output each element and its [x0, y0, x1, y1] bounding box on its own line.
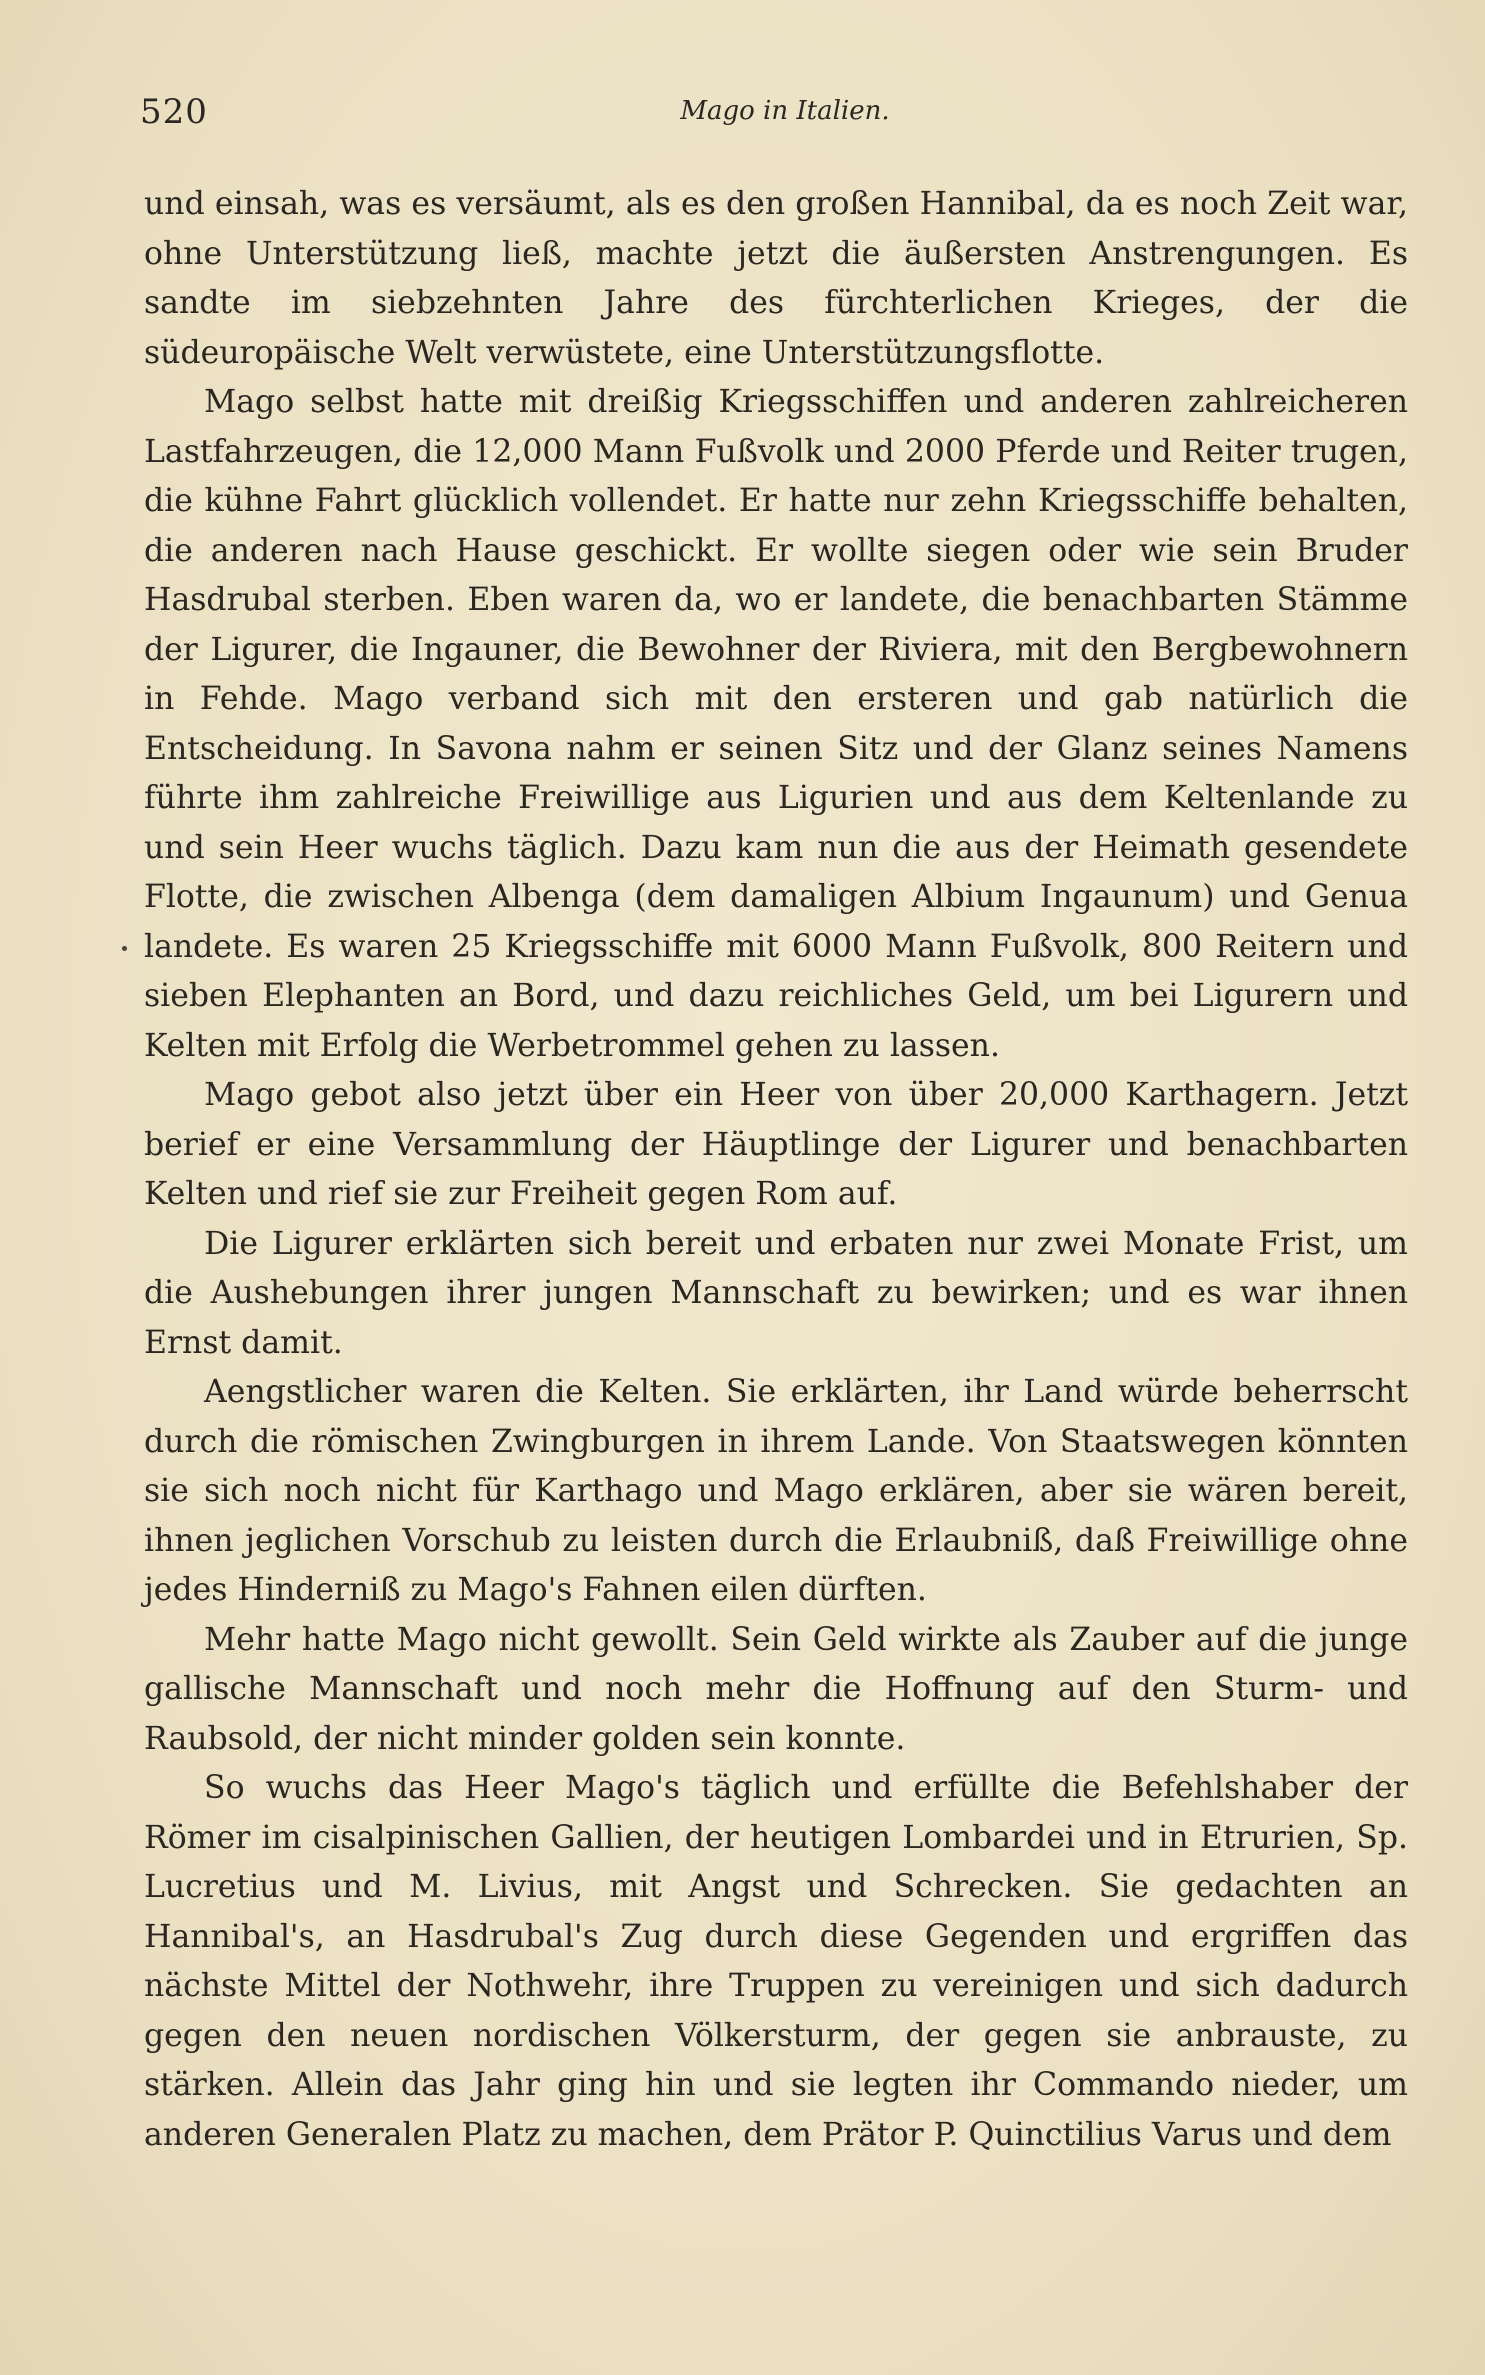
paragraph: Mago selbst hatte mit dreißig Kriegsschiffen und anderen zahlreicheren Lastfahrzeugen, die 12,000 Mann Fußvolk und 2000 Pferde und Reiter trugen, die kühne Fahrt glücklich vollendet. Er hatte nur zehn Kriegsschiffe behalten, die anderen nach Hause geschickt. Er wollte siegen oder wie sein Bruder Hasdrubal sterben. Eben waren da, wo er landete, die benachbarten Stämme der Ligurer, die Ingauner, die Bewohner der Riviera, mit den Bergbewohnern in Fehde. Mago verband sich mit den ersteren und gab natürlich die Entscheidung. In Savona nahm er seinen Sitz und der Glanz seines Namens führte ihm zahlreiche Freiwillige aus Ligurien und aus dem Keltenlande zu und sein Heer wuchs täglich. Dazu kam nun die aus der Heimath gesendete Flotte, die zwischen Albenga (dem damaligen Albium Ingaunum) und Genua landete. Es waren 25 Kriegsschiffe mit 6000 Mann Fußvolk, 800 Reitern und sieben Elephanten an Bord, und dazu reichliches Geld, um bei Ligurern und Kelten mit Erfolg die Werbetrommel gehen zu lassen. — [144, 384, 1408, 1064]
paragraph: So wuchs das Heer Mago's täglich und erfüllte die Befehlshaber der Römer im cisalpinischen Gallien, der heutigen Lombardei und in Etrurien, Sp. Lucretius und M. Livius, mit Angst und Schrecken. Sie gedachten an Hannibal's, an Hasdrubal's Zug durch diese Gegenden und ergriffen das nächste Mittel der Nothwehr, ihre Truppen zu vereinigen und sich dadurch gegen den neuen nordischen Völkersturm, der gegen sie anbrauste, zu stärken. Allein das Jahr ging hin und sie legten ihr Commando nieder, um anderen Generalen Platz zu machen, dem Prätor P. Quinctilius Varus und dem — [144, 1770, 1408, 2153]
page-number: 520 — [140, 92, 208, 132]
body-text — [144, 180, 1408, 2160]
page-header — [140, 92, 1410, 148]
paragraph: Mehr hatte Mago nicht gewollt. Sein Geld wirkte als Zauber auf die junge gallische Mannschaft und noch mehr die Hoffnung auf den Sturm- und Raubsold, der nicht minder golden sein konnte. — [144, 1621, 1408, 1757]
paragraph: Aengstlicher waren die Kelten. Sie erklärten, ihr Land würde beherrscht durch die römischen Zwingburgen in ihrem Lande. Von Staatswegen könnten sie sich noch nicht für Karthago und Mago erklären, aber sie wären bereit, ihnen jeglichen Vorschub zu leisten durch die Erlaubniß, daß Freiwillige ohne jedes Hinderniß zu Mago's Fahnen eilen dürften. — [144, 1374, 1408, 1608]
margin-dot — [122, 946, 127, 951]
paragraph: Die Ligurer erklärten sich bereit und erbaten nur zwei Monate Frist, um die Aushebungen ihrer jungen Mannschaft zu bewirken; und es war ihnen Ernst damit. — [144, 1225, 1408, 1361]
running-title: Mago in Italien. — [680, 96, 890, 126]
paragraph: und einsah, was es versäumt, als es den großen Hannibal, da es noch Zeit war, ohne Unterstützung ließ, machte jetzt die äußersten Anstrengungen. Es sandte im siebzehnten Jahre des fürchterlichen Krieges, der die südeuropäische Welt verwüstete, eine Unterstützungsflotte. — [144, 186, 1408, 371]
paragraph: Mago gebot also jetzt über ein Heer von über 20,000 Karthagern. Jetzt berief er eine Versammlung der Häuptlinge der Ligurer und benachbarten Kelten und rief sie zur Freiheit gegen Rom auf. — [144, 1077, 1408, 1212]
